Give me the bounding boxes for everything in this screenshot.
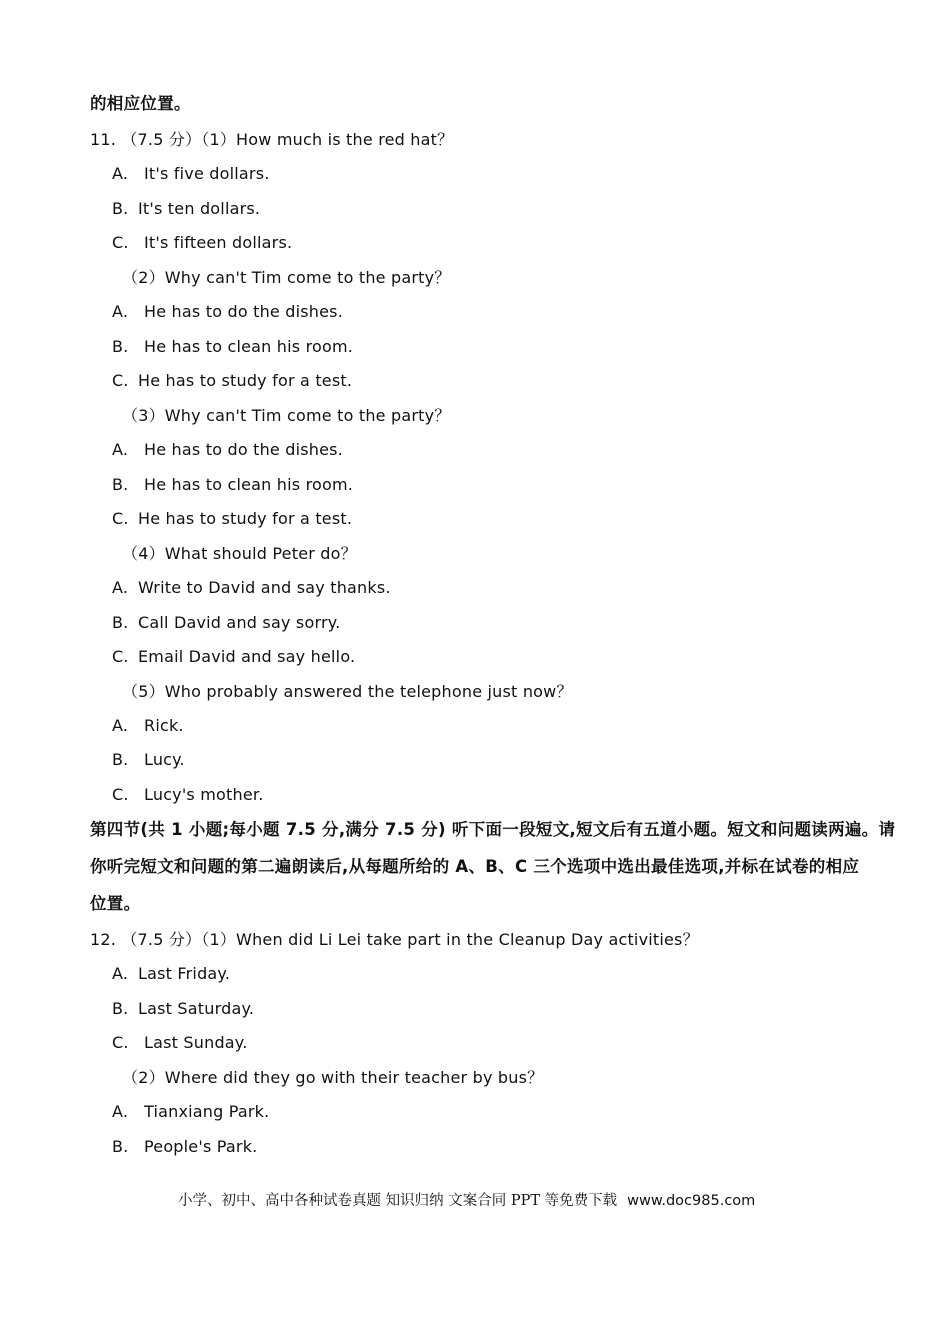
option-text: Last Sunday.: [144, 1033, 248, 1052]
question-11-5: （5）Who probably answered the telephone just now？: [122, 682, 573, 701]
q11-2-option-a[interactable]: [112, 302, 343, 322]
option-text: Last Friday.: [138, 964, 231, 983]
q12-2-option-a[interactable]: [112, 1102, 269, 1122]
q11-5-option-a[interactable]: [112, 716, 184, 736]
option-text: Lucy.: [144, 750, 185, 769]
q12-2-option-b[interactable]: [112, 1137, 257, 1157]
option-text: He has to do the dishes.: [144, 302, 343, 321]
option-letter: B.: [112, 613, 129, 632]
option-letter: C.: [112, 233, 129, 252]
section-4-instructions-line-2: 你听完短文和问题的第二遍朗读后,从每题所给的 A、B、C 三个选项中选出最佳选项,并标在试卷的相应: [90, 857, 860, 876]
q12-1-option-c[interactable]: [112, 1033, 248, 1053]
option-letter: C.: [112, 647, 129, 666]
option-text: He has to study for a test.: [138, 371, 353, 390]
option-text: It's ten dollars.: [138, 199, 261, 218]
question-11-3: （3）Why can't Tim come to the party？: [122, 406, 451, 425]
option-text: Tianxiang Park.: [144, 1102, 270, 1121]
option-text: It's five dollars.: [144, 164, 270, 183]
q11-3-option-b[interactable]: [112, 475, 353, 495]
option-letter: A.: [112, 716, 129, 735]
option-text: Write to David and say thanks.: [138, 578, 391, 597]
question-12-2: （2）Where did they go with their teacher by bus？: [122, 1068, 544, 1087]
option-text: Call David and say sorry.: [138, 613, 341, 632]
q11-5-option-b[interactable]: [112, 750, 185, 770]
option-letter: B.: [112, 475, 129, 494]
option-text: People's Park.: [144, 1137, 258, 1156]
option-text: He has to study for a test.: [138, 509, 353, 528]
q11-5-option-c[interactable]: [112, 785, 264, 805]
q11-3-option-c[interactable]: [112, 509, 352, 529]
q11-4-option-a[interactable]: [112, 578, 391, 598]
option-text: Lucy's mother.: [144, 785, 264, 804]
option-letter: B.: [112, 999, 129, 1018]
option-letter: C.: [112, 371, 129, 390]
option-letter: A.: [112, 440, 129, 459]
section-4-instructions-line-3: 位置。: [90, 894, 141, 913]
option-text: Rick.: [144, 716, 184, 735]
q11-4-option-b[interactable]: [112, 613, 340, 633]
option-letter: C.: [112, 1033, 129, 1052]
option-text: Last Saturday.: [138, 999, 255, 1018]
option-letter: C.: [112, 785, 129, 804]
question-11-4: （4）What should Peter do？: [122, 544, 357, 563]
option-letter: C.: [112, 509, 129, 528]
option-letter: B.: [112, 337, 129, 356]
q11-1-option-c[interactable]: [112, 233, 292, 253]
footer-url-link[interactable]: www.doc985.com: [627, 1193, 756, 1209]
option-letter: A.: [112, 302, 129, 321]
section-tail-text: 的相应位置。: [90, 94, 191, 113]
option-letter: B.: [112, 1137, 129, 1156]
q11-1-option-a[interactable]: [112, 164, 270, 184]
question-12-header: 12. （7.5 分）（1）When did Li Lei take part in the Cleanup Day activities？: [90, 930, 699, 949]
q11-3-option-a[interactable]: [112, 440, 343, 460]
option-letter: A.: [112, 578, 129, 597]
q12-1-option-a[interactable]: [112, 964, 230, 984]
option-text: He has to clean his room.: [144, 337, 354, 356]
option-letter: A.: [112, 164, 129, 183]
page-footer: [178, 1192, 755, 1210]
question-11-header: 11. （7.5 分）（1）How much is the red hat？: [90, 130, 454, 149]
option-letter: B.: [112, 199, 129, 218]
q11-2-option-c[interactable]: [112, 371, 352, 391]
q11-4-option-c[interactable]: [112, 647, 355, 667]
footer-text: 小学、初中、高中各种试卷真题 知识归纳 文案合同 PPT 等免费下载: [178, 1193, 618, 1209]
q12-1-option-b[interactable]: [112, 999, 254, 1019]
q11-1-option-b[interactable]: [112, 199, 260, 219]
option-text: He has to do the dishes.: [144, 440, 343, 459]
option-letter: A.: [112, 1102, 129, 1121]
q11-2-option-b[interactable]: [112, 337, 353, 357]
option-letter: A.: [112, 964, 129, 983]
question-11-2: （2）Why can't Tim come to the party？: [122, 268, 451, 287]
option-text: Email David and say hello.: [138, 647, 356, 666]
option-letter: B.: [112, 750, 129, 769]
option-text: It's fifteen dollars.: [144, 233, 293, 252]
option-text: He has to clean his room.: [144, 475, 354, 494]
section-4-instructions-line-1: 第四节(共 1 小题;每小题 7.5 分,满分 7.5 分) 听下面一段短文,短文后有五道小题。短文和问题读两遍。请: [90, 820, 896, 839]
